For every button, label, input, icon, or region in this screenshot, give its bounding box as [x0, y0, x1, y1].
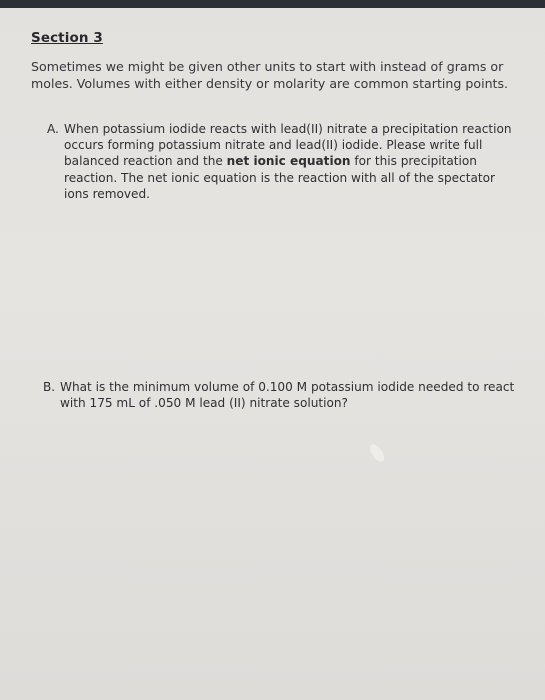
worksheet-page [0, 8, 545, 700]
question-b-text: What is the minimum volume of 0.100 M potassium iodide needed to react with 175 mL of .050 M lead (II) nitrate solution? [60, 380, 515, 411]
question-b [43, 379, 523, 419]
question-a-bold-term: net ionic equation [226, 154, 351, 169]
question-a-text-part1: When potassium iodide reacts with lead(II) nitrate a precipitation reaction occurs forming potassium nitrate and lead(II) iodide. Please write full balanced reaction and the [64, 122, 512, 169]
top-border-bar [0, 0, 545, 8]
question-a-text [64, 121, 519, 202]
question-a-text-part2: for this precipitation reaction. The net ionic equation is the reaction with all of the spectator ions removed. [64, 154, 495, 201]
question-b-letter: B. [43, 380, 56, 394]
section-title: Section 3 [31, 30, 103, 46]
question-a-letter: A. [47, 122, 59, 136]
section-intro: Sometimes we might be given other units to start with instead of grams or moles. Volumes with either density or molarity are common starting points. [31, 59, 509, 91]
question-a [47, 121, 527, 211]
